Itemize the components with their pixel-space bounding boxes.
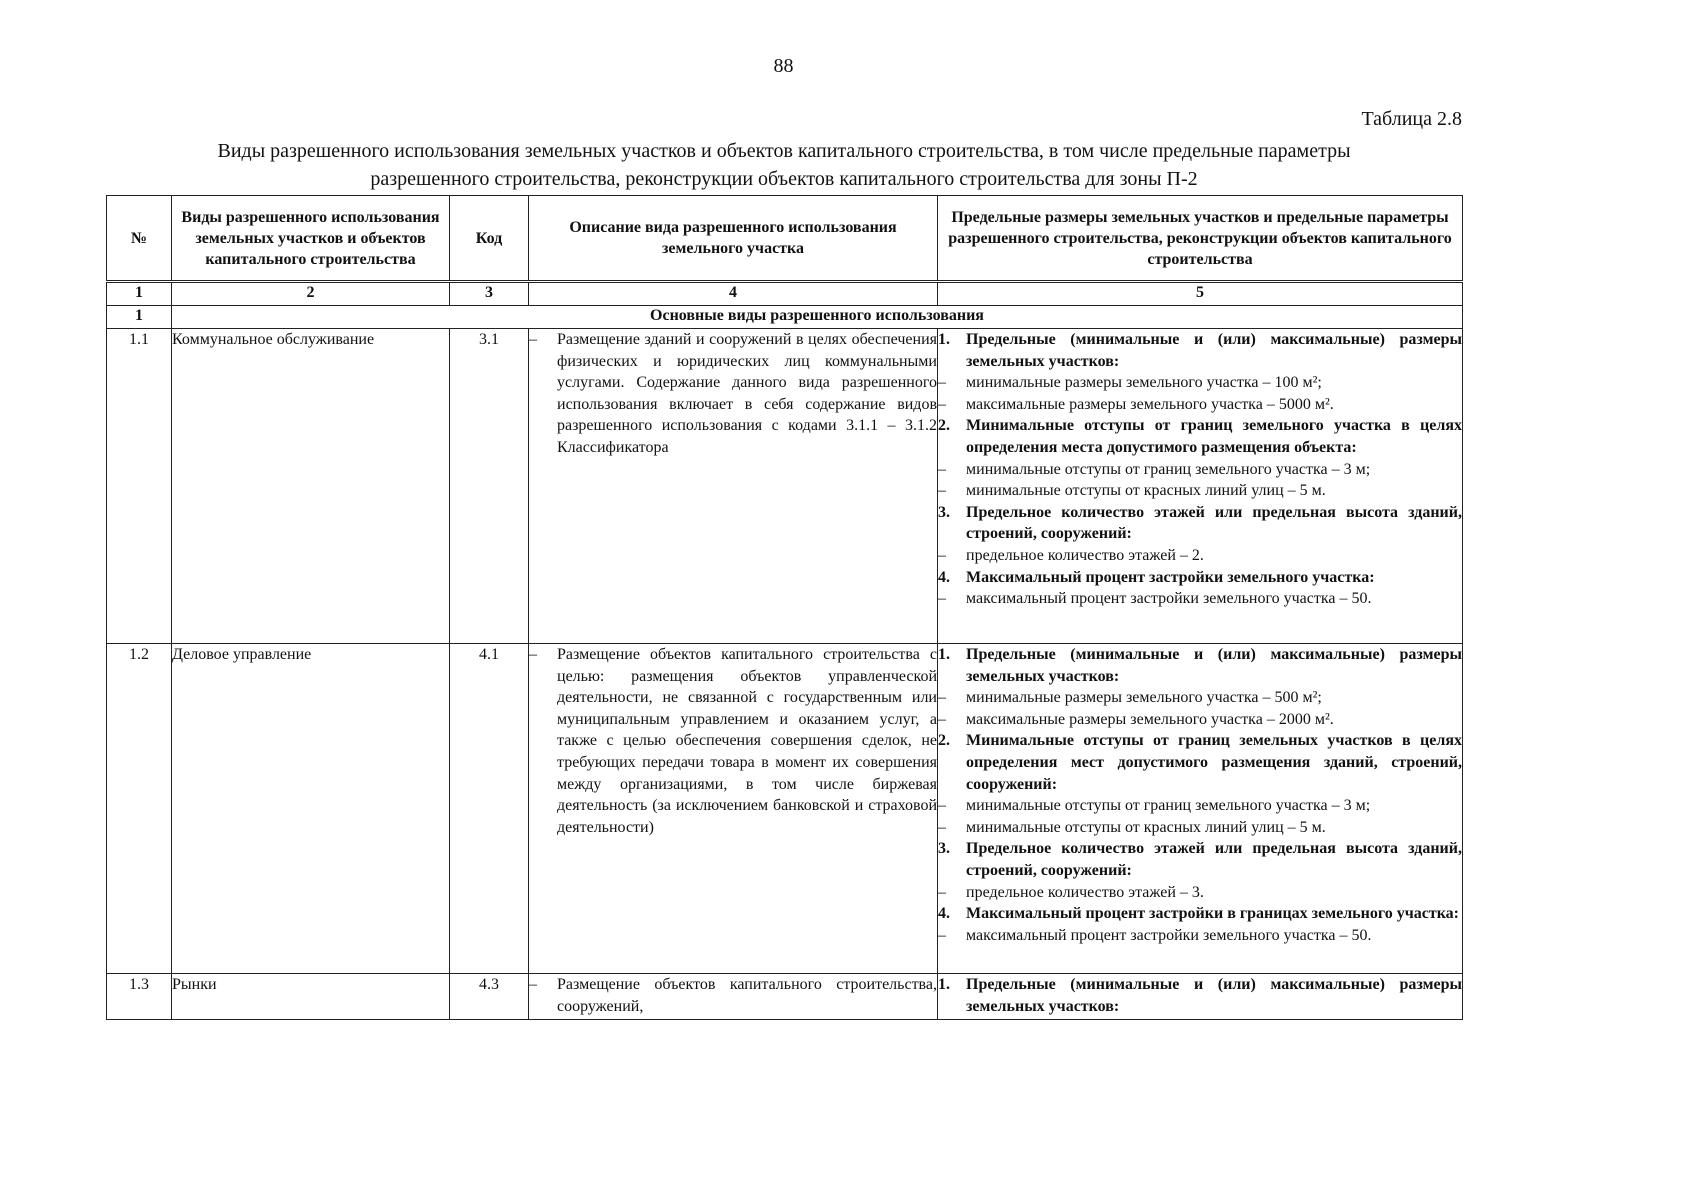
param-item: – минимальные размеры земельного участка – 500 м²; bbox=[938, 689, 1322, 707]
section-row bbox=[107, 306, 1463, 329]
use-type-description bbox=[529, 329, 938, 644]
parameters-cell bbox=[938, 974, 1463, 1020]
param-item: – максимальные размеры земельного участка – 5000 м². bbox=[938, 395, 1334, 413]
param-heading: 3. Предельное количество этажей или предельная высота зданий, строений, сооружений: bbox=[938, 840, 1462, 879]
header-code: Код bbox=[450, 196, 529, 282]
row-number: 1.3 bbox=[107, 974, 172, 1020]
column-number-row bbox=[107, 282, 1463, 306]
table-row bbox=[107, 329, 1463, 644]
column-number: 4 bbox=[529, 282, 938, 306]
page-number: 88 bbox=[773, 55, 794, 77]
param-heading: 1. Предельные (минимальные и (или) максимальные) размеры земельных участков: bbox=[938, 976, 1462, 1015]
description-text: Размещение объектов капитального строительства, сооружений, bbox=[557, 976, 937, 1015]
param-heading: 3. Предельное количество этажей или предельная высота зданий, строений, сооружений: bbox=[938, 503, 1462, 543]
param-heading: 1. Предельные (минимальные и (или) максимальные) размеры земельных участков: bbox=[938, 331, 1462, 370]
row-number: 1.2 bbox=[107, 644, 172, 974]
description-text: Размещение объектов капитального строительства с целью: размещения объектов управленческой деятельности, не связанной с государственным или муниципальным управлением и оказанием услуг, а также с целью обеспечения совершения сделок, не требующих передачи товара в момент их совершения между организациями, в том числе биржевая деятельность (за исключением банковской и страховой деятельности) bbox=[557, 646, 937, 836]
table-row bbox=[107, 644, 1463, 974]
parameters-cell bbox=[938, 644, 1463, 974]
header-desc: Описание вида разрешенного использования земельного участка bbox=[529, 196, 938, 282]
use-type-code: 4.3 bbox=[450, 974, 529, 1020]
column-number: 1 bbox=[107, 282, 172, 306]
param-item: – максимальные размеры земельного участка – 2000 м². bbox=[938, 710, 1334, 728]
param-heading: 4. Максимальный процент застройки в границах земельного участка: bbox=[938, 905, 1459, 923]
param-heading: 1. Предельные (минимальные и (или) максимальные) размеры земельных участков: bbox=[938, 646, 1462, 685]
dash-marker: – bbox=[529, 646, 537, 663]
header-row bbox=[107, 196, 1463, 282]
column-number: 2 bbox=[172, 282, 450, 306]
use-type-code: 3.1 bbox=[450, 329, 529, 644]
param-item: – минимальные размеры земельного участка – 100 м²; bbox=[938, 374, 1322, 392]
param-heading: 4. Максимальный процент застройки земельного участка: bbox=[938, 568, 1375, 586]
use-type-description bbox=[529, 644, 938, 974]
table-title bbox=[106, 137, 1462, 193]
row-number: 1.1 bbox=[107, 329, 172, 644]
column-number: 3 bbox=[450, 282, 529, 306]
table-row bbox=[107, 974, 1463, 1020]
land-use-table bbox=[106, 195, 1463, 1020]
table-title-line-2: разрешенного строительства, реконструкции объектов капитального строительства для зоны П-2 bbox=[370, 168, 1198, 190]
param-item: – предельное количество этажей – 2. bbox=[938, 546, 1204, 564]
header-name: Виды разрешенного использования земельных участков и объектов капитального строительства bbox=[172, 196, 450, 282]
param-item: – максимальный процент застройки земельного участка – 50. bbox=[938, 926, 1372, 944]
table-label: Таблица 2.8 bbox=[1361, 108, 1462, 130]
table-title-line-1: Виды разрешенного использования земельных участков и объектов капитального строительства, в том числе предельные параметры bbox=[217, 140, 1351, 162]
section-title: Основные виды разрешенного использования bbox=[172, 306, 1463, 329]
param-item: – предельное количество этажей – 3. bbox=[938, 883, 1204, 901]
dash-marker: – bbox=[529, 976, 537, 993]
description-text: Размещение зданий и сооружений в целях обеспечения физических и юридических лиц коммунальными услугами. Содержание данного вида разрешенного использования включает в себя содержание видов разрешенного использования с кодами 3.1.1 – 3.1.2 Классификатора bbox=[557, 331, 937, 456]
use-type-description bbox=[529, 974, 938, 1020]
use-type-name: Деловое управление bbox=[172, 644, 450, 974]
header-params: Предельные размеры земельных участков и предельные параметры разрешенного строительства, реконструкции объектов капитального строительства bbox=[938, 196, 1463, 282]
param-item: – минимальные отступы от границ земельного участка – 3 м; bbox=[938, 460, 1371, 478]
param-item: – минимальные отступы от красных линий улиц – 5 м. bbox=[938, 482, 1326, 500]
use-type-name: Рынки bbox=[172, 974, 450, 1020]
parameters-cell bbox=[938, 329, 1463, 644]
column-number: 5 bbox=[938, 282, 1463, 306]
section-num: 1 bbox=[107, 306, 172, 329]
param-heading: 2. Минимальные отступы от границ земельных участков в целях определения мест допустимого размещения зданий, строений, сооружений: bbox=[938, 732, 1462, 793]
param-item: – минимальные отступы от границ земельного участка – 3 м; bbox=[938, 797, 1371, 815]
use-type-code: 4.1 bbox=[450, 644, 529, 974]
param-heading: 2. Минимальные отступы от границ земельного участка в целях определения места допустимого размещения объекта: bbox=[938, 417, 1462, 456]
param-item: – максимальный процент застройки земельного участка – 50. bbox=[938, 590, 1372, 608]
dash-marker: – bbox=[529, 331, 537, 348]
param-item: – минимальные отступы от красных линий улиц – 5 м. bbox=[938, 818, 1326, 836]
use-type-name: Коммунальное обслуживание bbox=[172, 329, 450, 644]
header-num: № bbox=[107, 196, 172, 282]
